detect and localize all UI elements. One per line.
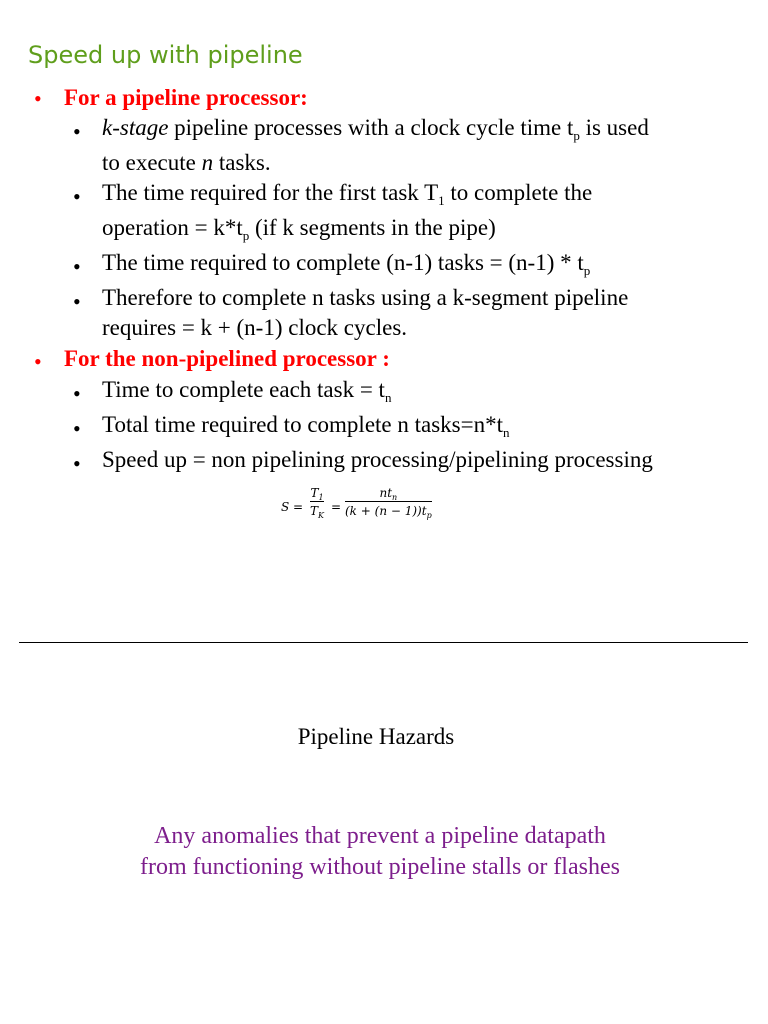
formula-lhs: S = <box>281 500 304 514</box>
item-text: Total time required to complete n tasks=n*t <box>102 412 503 437</box>
bullet-marker: • <box>73 254 81 279</box>
item-text: is used <box>579 115 649 140</box>
item-text: pipeline processes with a clock cycle time t <box>168 115 574 140</box>
subscript: K <box>318 511 324 520</box>
bullet-marker: • <box>73 451 81 476</box>
item-text: The time required to complete (n-1) tasks = (n-1) * t <box>102 250 584 275</box>
page-divider <box>19 642 748 643</box>
list-item <box>102 447 653 473</box>
subscript: p <box>583 263 591 278</box>
pipeline-heading: For a pipeline processor: <box>64 85 308 110</box>
item-text: tasks. <box>213 150 271 175</box>
formula-equals: = <box>331 500 342 514</box>
description-line: Any anomalies that prevent a pipeline datapath <box>154 823 606 849</box>
item-italic: k-stage <box>102 115 169 140</box>
hazards-description <box>0 821 760 883</box>
subscript: 1 <box>318 493 324 502</box>
item-text: to complete the <box>444 180 593 205</box>
bullet-marker: • <box>73 119 81 144</box>
item-text: The time required for the first task T <box>102 180 439 205</box>
hazards-title: Pipeline Hazards <box>297 724 455 749</box>
subscript: n <box>502 425 510 440</box>
list-item <box>102 285 628 311</box>
bullet-marker: • <box>73 416 81 441</box>
item-text: Speed up = non pipelining processing/pipelining processing <box>102 447 653 472</box>
list-item-continued <box>102 315 407 341</box>
subscript: n <box>392 493 398 502</box>
list-item-continued <box>102 215 496 241</box>
subscript: p <box>426 511 432 520</box>
item-text: requires = k + (n-1) clock cycles. <box>102 315 408 340</box>
list-item <box>102 250 590 276</box>
bullet-marker: • <box>73 289 81 314</box>
item-text: to execute <box>102 150 202 175</box>
subscript: p <box>242 228 250 243</box>
item-text: Time to complete each task = t <box>102 377 385 402</box>
list-item-continued <box>102 150 271 176</box>
subscript: 1 <box>438 193 445 208</box>
fraction-numerator: T <box>310 486 319 500</box>
fraction-denominator: (k + (n − 1))t <box>345 504 427 518</box>
description-line: from functioning without pipeline stalls or flashes <box>140 854 620 880</box>
bullet-marker: • <box>34 349 42 374</box>
item-text: operation = k*t <box>102 215 243 240</box>
item-italic: n <box>201 150 214 175</box>
list-item <box>102 115 649 141</box>
subscript: n <box>384 390 392 405</box>
bullet-marker: • <box>73 184 81 209</box>
non-pipelined-heading: For the non-pipelined processor : <box>64 346 390 371</box>
list-item <box>102 180 592 206</box>
item-text: (if k segments in the pipe) <box>249 215 496 240</box>
list-item <box>102 377 391 403</box>
fraction-denominator: T <box>310 504 319 518</box>
bullet-marker: • <box>73 381 81 406</box>
fraction-t1-tk <box>310 486 324 518</box>
item-text: Therefore to complete n tasks using a k-segment pipeline <box>102 285 629 310</box>
fraction-speedup <box>345 486 432 518</box>
bullet-marker: • <box>34 86 42 111</box>
slide-title: Speed up with pipeline <box>28 41 303 69</box>
subscript: p <box>573 128 580 143</box>
list-item <box>102 412 509 438</box>
fraction-numerator: nt <box>379 486 393 500</box>
